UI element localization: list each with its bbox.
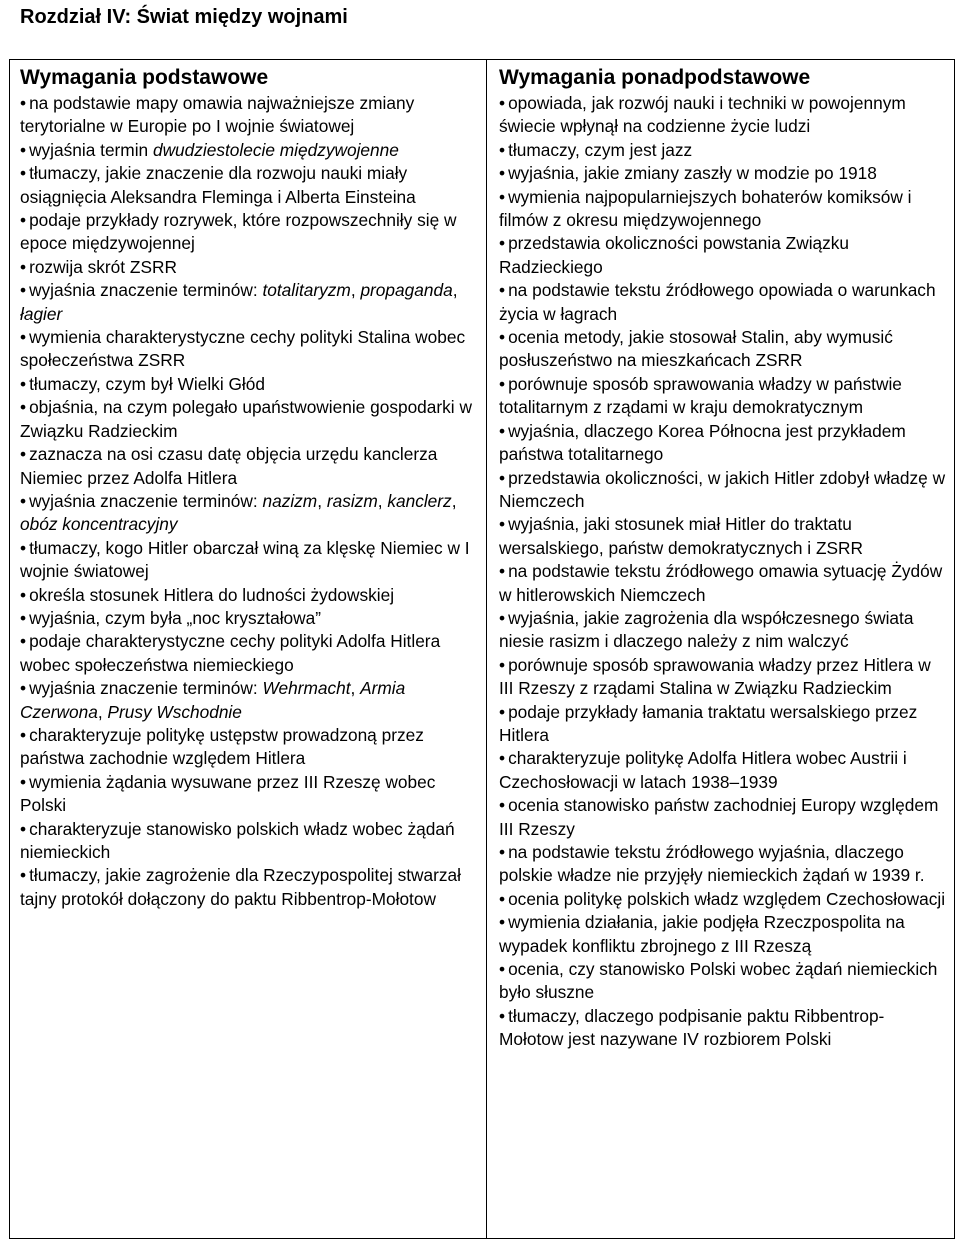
bullet-icon: • xyxy=(20,818,27,839)
bullet-icon: • xyxy=(20,373,27,394)
list-item: • ocenia stanowisko państw zachodniej Europy względem III Rzeszy xyxy=(499,795,939,839)
basic-requirements-cell xyxy=(10,60,487,1239)
list-item: • podaje przykłady łamania traktatu wersalskiego przez Hitlera xyxy=(499,701,918,745)
list-item: • podaje charakterystyczne cechy polityki Adolfa Hitlera wobec społeczeństwa niemieckiego xyxy=(20,631,441,675)
chapter-title: Rozdział IV: Świat między wojnami xyxy=(20,6,348,28)
bullet-icon: • xyxy=(499,607,506,628)
bullet-icon: • xyxy=(20,607,27,628)
bullet-icon: • xyxy=(499,748,506,769)
list-item: • zaznacza na osi czasu datę objęcia urzędu kanclerza Niemiec przez Adolfa Hitlera xyxy=(20,444,438,488)
list-item: • przedstawia okoliczności, w jakich Hitler zdobył władzę w Niemczech xyxy=(499,467,946,511)
list-item: • wymienia żądania wysuwane przez III Rzeszę wobec Polski xyxy=(20,771,436,816)
bullet-icon: • xyxy=(499,1005,506,1026)
list-item: • na podstawie tekstu źródłowego opowiada o warunkach życia w łagrach xyxy=(499,280,936,324)
bullet-icon: • xyxy=(499,93,506,113)
list-item: • porównuje sposób sprawowania władzy w państwie totalitarnym z rządami w kraju demokratycznym xyxy=(499,373,902,418)
list-item: • wymienia charakterystyczne cechy polityki Stalina wobec społeczeństwa ZSRR xyxy=(20,327,466,371)
list-item: • objaśnia, na czym polegało upaństwowienie gospodarki w Związku Radzieckim xyxy=(20,397,472,441)
requirements-table xyxy=(9,59,955,1239)
table-row xyxy=(10,60,955,1239)
bullet-icon: • xyxy=(499,561,506,582)
bullet-icon: • xyxy=(499,959,506,980)
list-item: • tłumaczy, czym jest jazz xyxy=(499,139,693,160)
list-item: • wyjaśnia znaczenie terminów: nazizm, rasizm, kanclerz, obóz koncentracyjny xyxy=(20,490,457,535)
bullet-icon: • xyxy=(20,865,27,886)
bullet-icon: • xyxy=(20,163,27,184)
bullet-icon: • xyxy=(499,420,506,441)
bullet-icon: • xyxy=(20,93,27,113)
bullet-icon: • xyxy=(499,654,506,675)
advanced-requirements-cell xyxy=(487,60,955,1239)
list-item: • tłumaczy, kogo Hitler obarczał winą za klęskę Niemiec w I wojnie światowej xyxy=(20,537,470,582)
advanced-requirements-heading: Wymagania ponadpodstawowe xyxy=(499,66,811,89)
bullet-icon: • xyxy=(20,280,27,301)
list-item: • wyjaśnia, jakie zmiany zaszły w modzie po 1918 xyxy=(499,163,877,184)
list-item: • ocenia politykę polskich władz względem Czechosłowacji xyxy=(499,888,946,909)
bullet-icon: • xyxy=(499,327,506,348)
bullet-icon: • xyxy=(20,256,27,277)
list-item: • wyjaśnia, dlaczego Korea Północna jest przykładem państwa totalitarnego xyxy=(499,420,906,465)
list-item: • porównuje sposób sprawowania władzy przez Hitlera w III Rzeszy z rządami Stalina w Związku Radzieckim xyxy=(499,654,931,699)
bullet-icon: • xyxy=(20,724,27,745)
bullet-icon: • xyxy=(20,327,27,348)
list-item: • przedstawia okoliczności powstania Związku Radzieckiego xyxy=(499,233,850,277)
bullet-icon: • xyxy=(499,912,506,933)
bullet-icon: • xyxy=(499,701,506,722)
list-item: • ocenia, czy stanowisko Polski wobec żądań niemieckich było słuszne xyxy=(499,959,938,1003)
bullet-icon: • xyxy=(499,186,506,207)
list-item: • wyjaśnia, jaki stosunek miał Hitler do traktatu wersalskiego, państw demokratycznych i ZSRR xyxy=(499,514,863,558)
list-item: • charakteryzuje politykę ustępstw prowadzoną przez państwa zachodnie względem Hitlera xyxy=(20,724,424,769)
bullet-icon: • xyxy=(20,444,27,465)
bullet-icon: • xyxy=(499,467,506,488)
list-item: • wymienia działania, jakie podjęła Rzeczpospolita na wypadek konfliktu zbrojnego z III Rzeszą xyxy=(499,912,905,956)
bullet-icon: • xyxy=(20,631,27,652)
bullet-icon: • xyxy=(499,373,506,394)
list-item: • rozwija skrót ZSRR xyxy=(20,256,177,277)
list-item: • określa stosunek Hitlera do ludności żydowskiej xyxy=(20,584,395,605)
bullet-icon: • xyxy=(499,842,506,862)
list-item: • na podstawie mapy omawia najważniejsze zmiany terytorialne w Europie po I wojnie światowej xyxy=(20,93,415,137)
list-item: • na podstawie tekstu źródłowego wyjaśnia, dlaczego polskie władze nie przyjęły niemieckich żądań w 1939 r. xyxy=(499,842,925,886)
list-item: • ocenia metody, jakie stosował Stalin, aby wymusić posłuszeństwo na mieszkańcach ZSRR xyxy=(499,327,893,371)
bullet-icon: • xyxy=(499,888,506,909)
bullet-icon: • xyxy=(20,584,27,605)
bullet-icon: • xyxy=(20,397,27,418)
bullet-icon: • xyxy=(20,771,27,792)
list-item: • podaje przykłady rozrywek, które rozpowszechniły się w epoce międzywojennej xyxy=(20,210,457,254)
list-item: • wyjaśnia, jakie zagrożenia dla współczesnego świata niesie rasizm i dlaczego należy z nim walczyć xyxy=(499,607,914,652)
basic-requirements-list xyxy=(20,92,478,911)
bullet-icon: • xyxy=(20,537,27,558)
list-item: • tłumaczy, jakie zagrożenie dla Rzeczypospolitej stwarzał tajny protokół dołączony do paktu Ribbentrop-Mołotow xyxy=(20,865,461,909)
list-item: • wyjaśnia znaczenie terminów: Wehrmacht, Armia Czerwona, Prusy Wschodnie xyxy=(20,678,406,722)
bullet-icon: • xyxy=(499,280,506,301)
bullet-icon: • xyxy=(20,490,27,511)
bullet-icon: • xyxy=(20,139,27,160)
list-item: • tłumaczy, czym był Wielki Głód xyxy=(20,373,265,394)
bullet-icon: • xyxy=(499,163,506,184)
list-item: • wyjaśnia termin dwudziestolecie międzywojenne xyxy=(20,139,399,160)
list-item: • charakteryzuje stanowisko polskich władz wobec żądań niemieckich xyxy=(20,818,455,862)
list-item: • na podstawie tekstu źródłowego omawia sytuację Żydów w hitlerowskich Niemczech xyxy=(499,561,943,605)
basic-requirements-heading: Wymagania podstawowe xyxy=(20,66,269,89)
list-item: • opowiada, jak rozwój nauki i techniki w powojennym świecie wpłynął na codzienne życie ludzi xyxy=(499,93,906,137)
list-item: • tłumaczy, dlaczego podpisanie paktu Ribbentrop- Mołotow jest nazywane IV rozbiorem Polski xyxy=(499,1005,885,1050)
list-item: • tłumaczy, jakie znaczenie dla rozwoju nauki miały osiągnięcia Aleksandra Fleminga i Alberta Einsteina xyxy=(20,163,416,207)
list-item: • charakteryzuje politykę Adolfa Hitlera wobec Austrii i Czechosłowacji w latach 1938–1939 xyxy=(499,748,907,792)
list-item: • wyjaśnia, czym była „noc kryształowa” xyxy=(20,607,322,628)
bullet-icon: • xyxy=(20,678,27,699)
bullet-icon: • xyxy=(499,795,506,816)
list-item: • wymienia najpopularniejszych bohaterów komiksów i filmów z okresu międzywojennego xyxy=(499,186,912,231)
list-item: • wyjaśnia znaczenie terminów: totalitaryzm, propaganda, łagier xyxy=(20,280,458,324)
bullet-icon: • xyxy=(20,210,27,231)
bullet-icon: • xyxy=(499,139,506,160)
advanced-requirements-list xyxy=(499,92,946,1052)
bullet-icon: • xyxy=(499,514,506,535)
bullet-icon: • xyxy=(499,233,506,254)
